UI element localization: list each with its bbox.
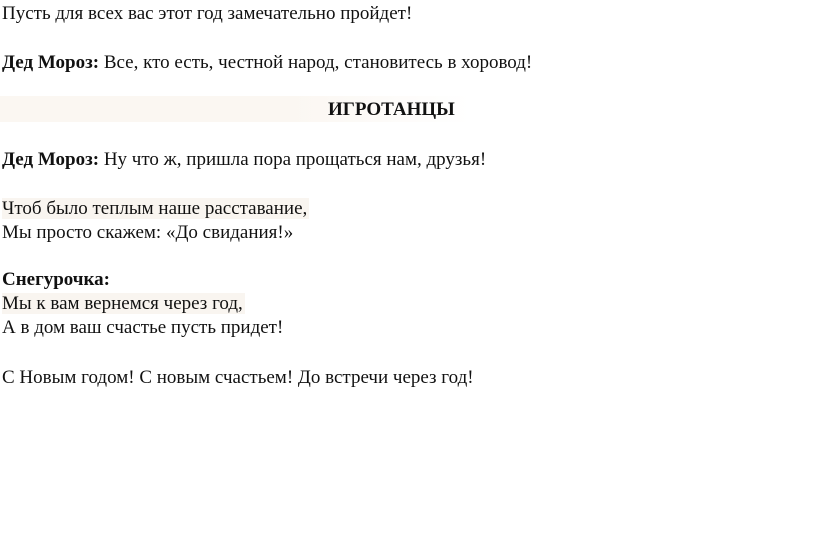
speaker-name: Дед Мороз:: [2, 149, 100, 170]
line-text: С Новым годом! С новым счастьем! До встречи через год!: [2, 367, 474, 388]
line-text: Чтоб было теплым наше расставание,: [2, 198, 308, 219]
text-line: [2, 221, 293, 245]
speaker-name: Снегурочка:: [2, 269, 111, 290]
dialogue-line: [2, 51, 532, 75]
text-line: [2, 197, 309, 221]
dialogue-text: Ну что ж, пришла пора прощаться нам, друзья!: [99, 149, 487, 170]
text-line: [2, 2, 412, 26]
line-text: А в дом ваш счастье пусть придет!: [2, 317, 284, 338]
text-line: [2, 316, 283, 340]
line-text: Мы просто скажем: «До свидания!»: [2, 222, 294, 243]
dialogue-line: [2, 148, 486, 172]
text-line: [2, 366, 474, 390]
speaker-name: Дед Мороз:: [2, 52, 100, 73]
line-text: Мы к вам вернемся через год,: [2, 293, 243, 314]
text-line: [2, 292, 245, 316]
line-text: Пусть для всех вас этот год замечательно пройдет!: [2, 3, 413, 24]
speaker-line: [2, 268, 110, 292]
dialogue-text: Все, кто есть, честной народ, становитесь в хоровод!: [99, 52, 533, 73]
section-heading: ИГРОТАНЦЫ: [328, 99, 455, 120]
